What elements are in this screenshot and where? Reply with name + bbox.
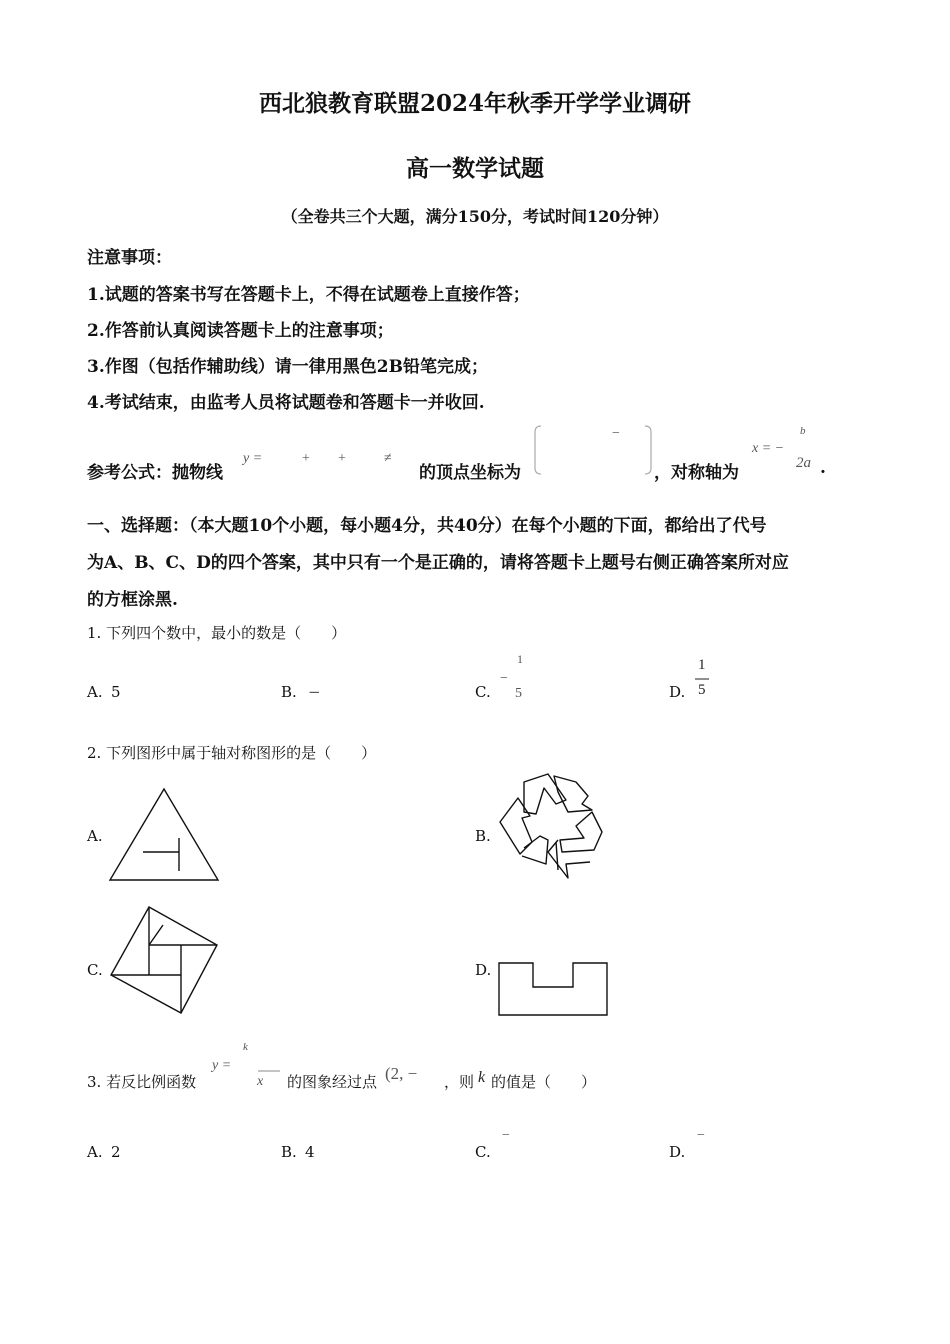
q3-option-c-value: − (502, 1128, 510, 1143)
section1-line-3: 的方框涂黑. (87, 590, 178, 610)
exam-title: 西北狼教育联盟2024年秋季开学学业调研 (258, 90, 691, 117)
q1-option-a-label: A. (87, 683, 103, 701)
q1-option-d-fraction-bar (695, 678, 711, 680)
q3-function-y: y = (212, 1058, 232, 1073)
q1-option-c-label: C. (475, 683, 491, 701)
formula-axis-text: ，对称轴为 (654, 463, 739, 483)
q3-option-b-value: 4 (305, 1143, 315, 1161)
exam-subtitle: 高一数学试题 (406, 155, 544, 182)
q2-option-c-figure (105, 903, 225, 1023)
q1-option-d-den: 5 (698, 682, 706, 698)
formula-vertex-minus: − (612, 426, 620, 441)
q3-stem-b: 的图象经过点 (287, 1073, 378, 1091)
q1-option-a-value: 5 (111, 683, 121, 701)
q1-stem: 1. 下列四个数中，最小的数是（ ） (87, 624, 347, 642)
q1-option-c-num: 1 (517, 652, 523, 666)
q3-option-c-label: C. (475, 1143, 491, 1161)
formula-y: y = (243, 451, 263, 466)
q3-stem-d: 的值是（ ） (491, 1073, 597, 1091)
q3-point: (2, − (385, 1064, 418, 1083)
notice-item-4: 4.考试结束，由监考人员将试题卷和答题卡一并收回. (87, 393, 485, 413)
q2-option-d-figure (496, 960, 612, 1020)
q2-option-d-label: D. (475, 961, 492, 979)
formula-axis-b: b (800, 425, 806, 437)
formula-axis-x: x = − (752, 441, 785, 456)
notice-item-1: 1.试题的答案书写在答题卡上，不得在试题卷上直接作答； (87, 285, 530, 305)
exam-info: （全卷共三个大题，满分150分，考试时间120分钟） (281, 207, 669, 226)
formula-vertex-text: 的顶点坐标为 (419, 463, 521, 483)
formula-period: . (820, 458, 826, 478)
q2-option-a-label: A. (87, 827, 103, 845)
q1-option-d-num: 1 (698, 657, 706, 673)
q3-k: k (478, 1069, 486, 1086)
q3-function-fraction-bar (258, 1070, 282, 1072)
q3-option-b-label: B. (281, 1143, 297, 1161)
notice-item-3: 3.作图（包括作辅助线）请一律用黑色2B铅笔完成； (87, 357, 488, 377)
q3-function-k: k (243, 1041, 248, 1053)
section1-line-2: 为A、B、C、D的四个答案，其中只有一个是正确的，请将答题卡上题号右侧正确答案所对应 (87, 553, 789, 573)
formula-lead: 参考公式：抛物线 (87, 463, 223, 483)
formula-neq: ≠ (384, 451, 392, 466)
q3-stem-a: 3. 若反比例函数 (87, 1073, 197, 1091)
q3-option-a-value: 2 (111, 1143, 121, 1161)
q3-function-x: x (257, 1074, 264, 1089)
q1-option-c-minus: − (500, 671, 508, 686)
q3-option-d-value: − (697, 1128, 705, 1143)
notice-item-2: 2.作答前认真阅读答题卡上的注意事项； (87, 321, 394, 341)
formula-plus-2: + (338, 451, 346, 466)
q3-option-d-label: D. (669, 1143, 686, 1161)
vertex-brackets (533, 424, 655, 476)
formula-axis-den: 2a (796, 455, 811, 471)
q2-option-b-label: B. (475, 827, 491, 845)
q2-stem: 2. 下列图形中属于轴对称图形的是（ ） (87, 744, 377, 762)
q2-option-c-label: C. (87, 961, 103, 979)
q3-option-a-label: A. (87, 1143, 103, 1161)
q3-stem-c: ，则 (444, 1073, 475, 1091)
q1-option-c-den: 5 (515, 686, 522, 701)
q2-option-b-recycle-figure (496, 770, 611, 885)
q1-option-d-label: D. (669, 683, 686, 701)
q1-option-b-value: − (308, 683, 321, 701)
q2-option-a-figure (105, 785, 225, 885)
section1-line-1: 一、选择题：（本大题10个小题，每小题4分，共40分）在每个小题的下面，都给出了代号 (87, 516, 767, 536)
notice-heading: 注意事项： (87, 248, 172, 268)
q1-option-b-label: B. (281, 683, 297, 701)
formula-plus-1: + (302, 451, 310, 466)
